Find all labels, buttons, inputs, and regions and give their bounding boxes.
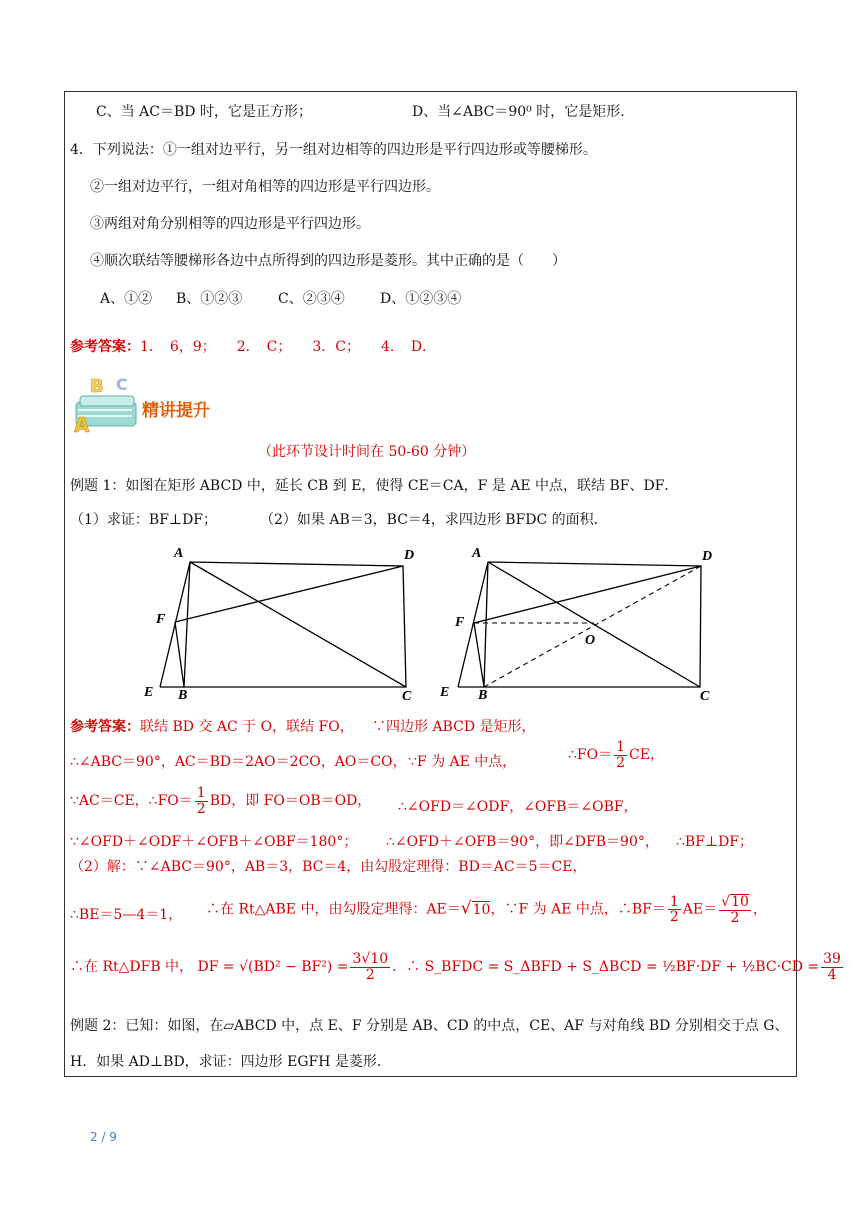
fig1-label-e: E bbox=[144, 685, 154, 700]
figure-1 bbox=[138, 540, 428, 706]
fig1-label-d: D bbox=[404, 548, 415, 563]
fraction-den: 2 bbox=[616, 754, 626, 771]
fraction-3sqrt10-over-2 bbox=[350, 952, 390, 982]
df-expression: DF = √(BD² − BF²) = bbox=[197, 959, 349, 976]
solution-l6c: ，∵F 为 AE 中点，∴BF＝ bbox=[490, 901, 666, 918]
sqrt-radicand: 10 bbox=[731, 894, 749, 910]
example2-line-1: 例题 2：已知：如图，在▱ABCD 中，点 E、F 分别是 AB、CD 的中点，CE、AF 与对角线 BD 分别相交于点 G、 bbox=[70, 1018, 789, 1034]
solution-l6a: ∴BE＝5—4＝1， bbox=[70, 907, 183, 923]
solution-l4c: ∴BF⊥DF； bbox=[676, 834, 754, 850]
fig1-label-a: A bbox=[174, 546, 184, 561]
solution-l4a: ∵∠OFD＋∠ODF＋∠OFB＋∠OBF＝180°； bbox=[70, 834, 358, 850]
solution-l2a: ∴∠ABC＝90°，AC＝BD＝2AO＝2CO，AO＝CO， bbox=[70, 754, 407, 770]
solution-l3c: ∴∠OFD＝∠ODF，∠OFB＝∠OBF， bbox=[398, 799, 638, 815]
time-note: （此环节设计时间在 50-60 分钟） bbox=[258, 444, 476, 460]
fraction-39-over-4 bbox=[821, 952, 843, 982]
fig2-label-f: F bbox=[455, 615, 465, 630]
fraction-den: 2 bbox=[350, 967, 390, 983]
solution-l6 bbox=[206, 894, 767, 925]
q4-statement-4: ④顺次联结等腰梯形各边中点所得到的四边形是菱形。其中正确的是（ ） bbox=[90, 253, 566, 269]
fraction-num: 39 bbox=[823, 951, 841, 967]
fraction-num: 3√10 bbox=[352, 951, 389, 967]
solution-l5: （2）解：∵∠ABC＝90°，AB＝3，BC＝4，由勾股定理得：BD＝AC＝5＝CE， bbox=[70, 859, 587, 875]
answer-key bbox=[70, 336, 436, 356]
fraction-half bbox=[668, 895, 681, 925]
sqrt-sign: √ bbox=[721, 894, 731, 910]
fraction-num bbox=[719, 894, 751, 910]
q4-stem: 4．下列说法：①一组对边平行，另一组对边相等的四边形是平行四边形或等腰梯形。 bbox=[70, 142, 597, 158]
q4-option-b: B、①②③ bbox=[176, 291, 243, 307]
badge-letter-c: C bbox=[116, 375, 128, 394]
q3-option-c: C、当 AC＝BD 时，它是正方形； bbox=[96, 104, 312, 120]
solution-l3 bbox=[70, 786, 371, 816]
fig2-label-c: C bbox=[700, 689, 710, 704]
sqrt-radicand: 10 bbox=[472, 901, 491, 918]
q4-option-c: C、②③④ bbox=[278, 291, 345, 307]
fig1-label-f: F bbox=[156, 612, 166, 627]
fraction-num: 1 bbox=[669, 893, 679, 910]
solution-l2d: CE， bbox=[629, 747, 664, 764]
solution-l7b: ．∴ bbox=[392, 959, 421, 976]
answer-key-label: 参考答案： bbox=[70, 339, 140, 355]
solution-l7a: ∴在 Rt△DFB 中， bbox=[70, 959, 194, 976]
example1-question-1: （1）求证：BF⊥DF； bbox=[70, 512, 218, 528]
solution-l3b: BD，即 FO＝OB＝OD， bbox=[209, 793, 372, 810]
solution-l1a: 联结 BD 交 AC 于 O，联结 FO， bbox=[140, 719, 354, 735]
fraction-sqrt10-over-2 bbox=[719, 894, 751, 925]
fraction-den: 4 bbox=[821, 967, 843, 983]
q3-option-d: D、当∠ABC＝90⁰ 时，它是矩形. bbox=[412, 104, 625, 120]
solution-line-1 bbox=[70, 716, 354, 736]
page-number: 2 / 9 bbox=[90, 1130, 117, 1144]
badge-letter-a: A bbox=[74, 413, 90, 437]
figure-2 bbox=[436, 540, 726, 706]
solution-l2b: ∵F 为 AE 中点， bbox=[408, 754, 517, 770]
solution-l3a: ∵AC＝CE，∴FO＝ bbox=[70, 793, 193, 810]
solution-l6b: ∴在 Rt△ABE 中，由勾股定理得：AE＝ bbox=[206, 901, 461, 918]
solution-l4b: ∴∠OFD＋∠OFB＝90°，即∠DFB＝90°， bbox=[386, 834, 659, 850]
solution-l6e: ， bbox=[752, 901, 767, 918]
fig2-label-o: O bbox=[585, 633, 596, 648]
solution-l1b: ∵四边形 ABCD 是矩形， bbox=[372, 719, 536, 735]
section-badge bbox=[70, 372, 290, 438]
fig1-label-b: B bbox=[178, 688, 188, 703]
fig2-label-d: D bbox=[702, 549, 713, 564]
solution-l2-fo bbox=[568, 740, 664, 770]
q4-option-d: D、①②③④ bbox=[380, 291, 462, 307]
fig1-label-c: C bbox=[402, 689, 412, 704]
sqrt-sign: √ bbox=[460, 898, 472, 919]
fig2-label-e: E bbox=[440, 685, 450, 700]
example2-line-2: H．如果 AD⊥BD，求证：四边形 EGFH 是菱形． bbox=[70, 1054, 391, 1070]
solution-l7 bbox=[70, 952, 845, 982]
fraction-num: 1 bbox=[196, 785, 206, 801]
q4-option-a: A、①② bbox=[100, 291, 153, 307]
q4-statement-2: ②一组对边平行，一组对角相等的四边形是平行四边形。 bbox=[90, 179, 440, 195]
q4-statement-3: ③两组对角分别相等的四边形是平行四边形。 bbox=[90, 216, 370, 232]
area-expression: S_BFDC = S_ΔBFD + S_ΔBCD = ½BF·DF + ½BC·CD = bbox=[424, 959, 820, 976]
fig2-label-a: A bbox=[472, 546, 482, 561]
fraction-den: 2 bbox=[719, 910, 751, 926]
fraction-den: 2 bbox=[196, 800, 206, 817]
example1-question-2: （2）如果 AB＝3，BC＝4，求四边形 BFDC 的面积． bbox=[260, 512, 608, 528]
answer-key-text: 1． 6，9； 2． C； 3．C； 4． D． bbox=[140, 339, 437, 355]
fraction-half bbox=[614, 740, 627, 770]
solution-l6d: AE＝ bbox=[682, 901, 718, 918]
solution-l2c: ∴FO＝ bbox=[568, 747, 613, 764]
section-title: 精讲提升 bbox=[142, 401, 210, 421]
fraction-half bbox=[195, 786, 208, 816]
solution-label: 参考答案： bbox=[70, 719, 140, 735]
fraction-den: 2 bbox=[669, 909, 679, 926]
badge-letter-b: B bbox=[90, 376, 104, 397]
fraction-num: 1 bbox=[616, 739, 626, 755]
example1-stem: 例题 1：如图在矩形 ABCD 中，延长 CB 到 E，使得 CE＝CA，F 是 AE 中点，联结 BF、DF． bbox=[70, 478, 679, 494]
fig2-label-b: B bbox=[478, 688, 488, 703]
